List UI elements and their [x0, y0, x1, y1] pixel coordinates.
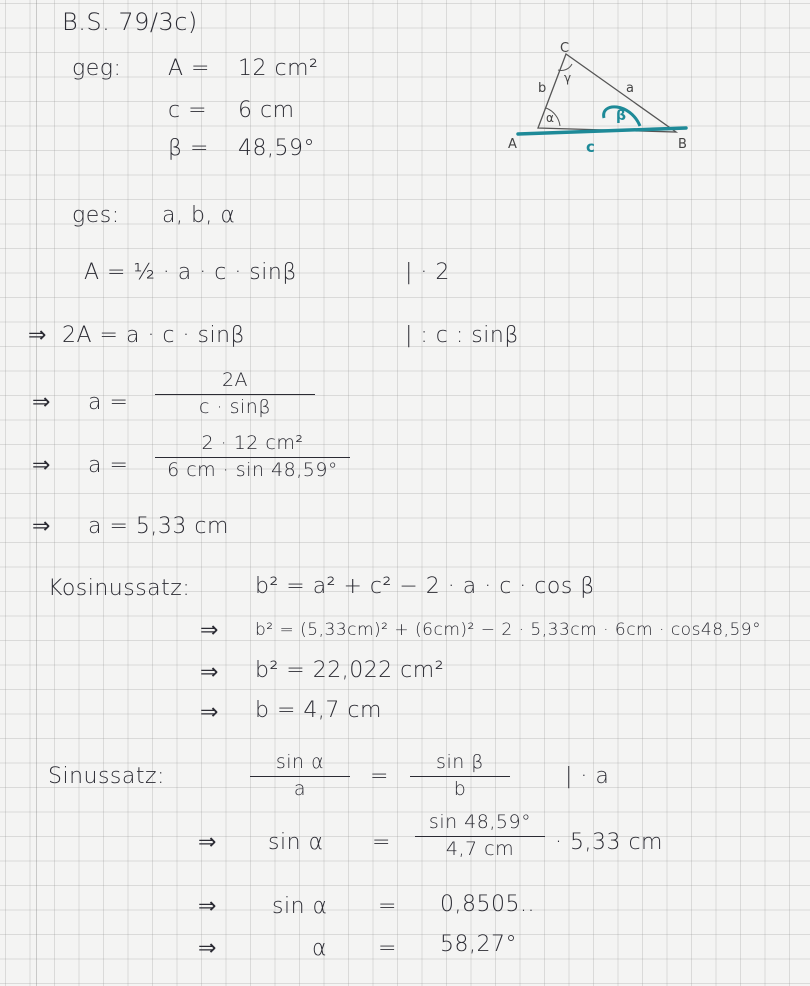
alpha-label: α: [546, 111, 554, 125]
gamma-label: γ: [564, 71, 572, 85]
fraction-numerator: sin 48,59°: [428, 811, 532, 833]
given-side-c-value: 6 cm: [238, 98, 295, 123]
margin-line: [36, 0, 37, 986]
triangle-sketch: [500, 40, 700, 160]
arrow-c4: ⇒: [200, 700, 219, 725]
sine-equals-4: =: [378, 936, 397, 961]
fraction-denominator: c · sinβ: [199, 395, 271, 418]
fraction-sin-beta-over-b-value: [415, 812, 545, 861]
sine-operation: | · a: [565, 764, 610, 789]
fraction-bar: [155, 394, 315, 395]
sine-rule-label: Sinussatz:: [48, 764, 165, 789]
sin-alpha-lhs-2: sin α: [268, 830, 324, 855]
fraction-bar: [155, 457, 350, 458]
arrow-5: ⇒: [32, 514, 51, 539]
given-beta-value: 48,59°: [238, 136, 315, 161]
fraction-numerator: sin β: [436, 751, 484, 773]
sine-equals-2: =: [372, 830, 391, 855]
side-a-label: a: [626, 81, 634, 96]
fraction-numerator: 2 · 12 cm²: [201, 432, 304, 454]
b-squared-result: b² = 22,022 cm²: [255, 658, 445, 683]
alpha-result: 58,27°: [440, 932, 517, 957]
given-beta-lhs: β =: [168, 136, 209, 161]
arrow-s4: ⇒: [198, 936, 217, 961]
alpha-lhs: α: [312, 936, 328, 961]
fraction-bar: [250, 776, 350, 777]
sought-values: a, b, α: [162, 203, 236, 228]
arrow-c2: ⇒: [200, 618, 219, 643]
area-formula: A = ½ · a · c · sinβ: [84, 260, 297, 285]
cosine-substitution: b² = (5,33cm)² + (6cm)² − 2 · 5,33cm · 6cm · cos48,59°: [255, 620, 762, 640]
given-area-lhs: A =: [168, 56, 210, 81]
a-result: a = 5,33 cm: [88, 514, 229, 539]
exercise-header: B.S. 79/3c): [62, 8, 198, 36]
vertex-a-label: A: [508, 137, 517, 152]
arrow-c3: ⇒: [200, 660, 219, 685]
fraction-numerator: sin α: [275, 751, 325, 773]
fraction-2a-over-c-sinb: [155, 370, 315, 419]
cosine-rule-formula: b² = a² + c² − 2 · a · c · cos β: [255, 574, 595, 599]
vertex-c-label: C: [560, 41, 570, 56]
sine-equals: =: [370, 764, 389, 789]
fraction-denominator: 4,7 cm: [445, 837, 515, 860]
fraction-bar: [410, 776, 510, 777]
arrow-2: ⇒: [28, 323, 47, 348]
fraction-sin-alpha-over-a: [250, 752, 350, 801]
fraction-numerator: 2A: [221, 369, 249, 391]
a-lhs-3: a =: [88, 390, 129, 415]
fraction-sin-beta-over-b: [410, 752, 510, 801]
fraction-bar: [415, 836, 545, 837]
area-operation-1: | · 2: [405, 260, 450, 285]
arrow-3: ⇒: [32, 390, 51, 415]
fraction-denominator: a: [293, 777, 307, 800]
b-result: b = 4,7 cm: [255, 698, 382, 723]
given-side-c-lhs: c =: [168, 98, 208, 123]
fraction-numeric: [155, 433, 350, 482]
given-area-value: 12 cm²: [238, 56, 319, 81]
arrow-s2: ⇒: [198, 830, 217, 855]
sine-equals-3: =: [378, 894, 397, 919]
arrow-s3: ⇒: [198, 894, 217, 919]
fraction-denominator: 6 cm · sin 48,59°: [167, 458, 338, 481]
given-label: geg:: [72, 56, 122, 81]
side-b-label: b: [538, 81, 547, 96]
side-c-label: c: [586, 138, 595, 156]
multiply-a-value: · 5,33 cm: [555, 830, 663, 855]
cosine-rule-label: Kosinussatz:: [48, 576, 191, 601]
area-operation-2: | : c : sinβ: [405, 323, 519, 348]
vertex-b-label: B: [678, 137, 687, 152]
sin-alpha-lhs-3: sin α: [272, 894, 328, 919]
fraction-denominator: b: [453, 777, 467, 800]
beta-label: β: [616, 108, 627, 124]
a-lhs-4: a =: [88, 453, 129, 478]
sought-label: ges:: [72, 203, 120, 228]
sin-alpha-value: 0,8505..: [440, 892, 535, 917]
area-formula-2: 2A = a · c · sinβ: [62, 323, 246, 348]
arrow-4: ⇒: [32, 453, 51, 478]
